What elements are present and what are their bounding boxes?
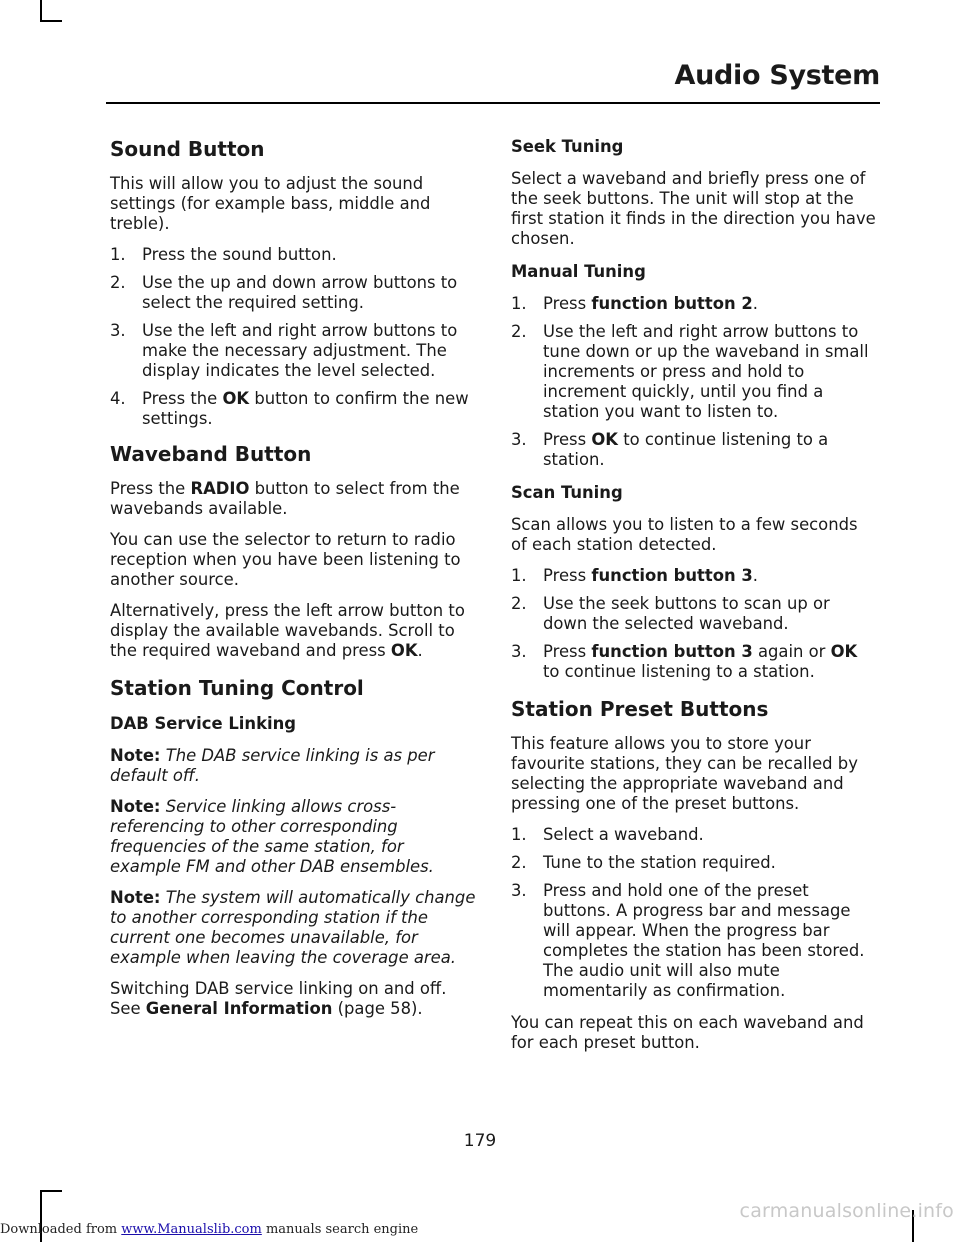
step-text: Use the left and right arrow buttons to tune down or up the waveband in small increments or press and hold to increment quickly, until you find a station you want to listen to. xyxy=(543,322,869,421)
note xyxy=(110,746,476,786)
manualslib-link[interactable]: www.Manualslib.com xyxy=(121,1222,262,1237)
list-item xyxy=(511,881,877,1001)
step-number: 4. xyxy=(110,389,126,408)
section-heading-waveband-button: Waveband Button xyxy=(110,442,312,466)
step-text: to continue listening to a station. xyxy=(543,430,829,469)
step-text: Press xyxy=(543,642,592,661)
subheading-manual-tuning: Manual Tuning xyxy=(511,262,646,281)
list-item xyxy=(110,389,476,429)
ok-term: OK xyxy=(830,642,858,661)
right-column xyxy=(511,136,877,1064)
note xyxy=(110,888,476,968)
function-button-term: function button 3 xyxy=(591,566,753,585)
step-text: Select a waveband. xyxy=(543,825,704,844)
step-text: button to confirm the new settings. xyxy=(142,389,469,428)
note-text: The DAB service linking is as per default off. xyxy=(110,746,435,785)
subheading-seek-tuning: Seek Tuning xyxy=(511,137,624,156)
list-item xyxy=(511,594,877,634)
step-number: 1. xyxy=(511,294,527,313)
preset-closing: You can repeat this on each waveband and for each preset button. xyxy=(511,1013,864,1052)
step-number: 3. xyxy=(511,430,527,449)
waveband-paragraph-1 xyxy=(110,479,476,519)
manual-tuning-steps xyxy=(511,294,877,470)
text: Alternatively, press the left arrow button to display the available wavebands. Scroll to the required waveband and press xyxy=(110,601,465,660)
ok-term: OK xyxy=(591,430,618,449)
subheading-dab-service-linking: DAB Service Linking xyxy=(110,714,296,733)
dab-linking-reference xyxy=(110,979,476,1019)
page-number: 179 xyxy=(463,1131,497,1151)
list-item xyxy=(511,294,877,314)
section-heading-station-tuning: Station Tuning Control xyxy=(110,676,364,700)
step-text: Use the up and down arrow buttons to select the required setting. xyxy=(142,273,458,312)
waveband-paragraph-3 xyxy=(110,601,476,661)
step-number: 2. xyxy=(511,322,527,341)
crop-mark-top-left-horizontal xyxy=(40,20,62,22)
list-item xyxy=(511,853,877,873)
scan-tuning-steps xyxy=(511,566,877,682)
step-number: 3. xyxy=(511,642,527,661)
step-text: Press the xyxy=(142,389,223,408)
preset-intro: This feature allows you to store your favourite stations, they can be recalled by selecting the appropriate waveband and pressing one of the preset buttons. xyxy=(511,734,858,813)
note-label: Note: xyxy=(110,888,161,907)
step-number: 2. xyxy=(110,273,126,292)
step-number: 1. xyxy=(511,825,527,844)
watermark: carmanualsonline.info xyxy=(739,1200,954,1222)
step-number: 1. xyxy=(511,566,527,585)
text: button to select from the wavebands available. xyxy=(110,479,460,518)
step-text: Press and hold one of the preset buttons. A progress bar and message will appear. When the progress bar completes the station has been stored. The audio unit will also mute momentarily as confirmation. xyxy=(543,881,865,1000)
step-text: Tune to the station required. xyxy=(543,853,776,872)
subheading-scan-tuning: Scan Tuning xyxy=(511,483,623,502)
note-text: The system will automatically change to another corresponding station if the current one becomes unavailable, for example when leaving the coverage area. xyxy=(110,888,476,967)
list-item xyxy=(511,430,877,470)
text: Switching DAB service linking on and off. See xyxy=(110,979,447,1018)
footer-text: Downloaded from xyxy=(0,1222,122,1237)
function-button-term: function button 2 xyxy=(591,294,753,313)
note xyxy=(110,797,476,877)
step-number: 3. xyxy=(110,321,126,340)
list-item xyxy=(110,273,476,313)
step-text: Press xyxy=(543,430,592,449)
text: . xyxy=(417,641,423,660)
list-item xyxy=(511,825,877,845)
crop-mark-top-left-vertical xyxy=(40,0,42,22)
step-text: Press xyxy=(543,566,592,585)
scan-tuning-text: Scan allows you to listen to a few seconds of each station detected. xyxy=(511,515,858,554)
step-text: Use the left and right arrow buttons to make the necessary adjustment. The display indicates the level selected. xyxy=(142,321,458,380)
note-text: Service linking allows cross-referencing to other corresponding frequencies of the same station, for example FM and other DAB ensembles. xyxy=(110,797,434,876)
list-item xyxy=(511,322,877,422)
sound-button-steps xyxy=(110,245,476,429)
text: Press the xyxy=(110,479,191,498)
section-heading-sound-button: Sound Button xyxy=(110,137,265,161)
sound-button-intro: This will allow you to adjust the sound settings (for example bass, middle and treble). xyxy=(110,174,431,233)
ok-term: OK xyxy=(390,641,418,660)
list-item xyxy=(511,642,877,682)
footer-text: manuals search engine xyxy=(261,1222,419,1237)
step-text: again or xyxy=(752,642,831,661)
crop-mark-bottom-left-horizontal xyxy=(40,1190,62,1192)
text: (page 58). xyxy=(332,999,423,1018)
waveband-paragraph-2: You can use the selector to return to radio reception when you have been listening to another source. xyxy=(110,530,461,589)
step-text: to continue listening to a station. xyxy=(543,662,815,681)
step-number: 2. xyxy=(511,594,527,613)
step-number: 3. xyxy=(511,881,527,900)
step-text: Use the seek buttons to scan up or down the selected waveband. xyxy=(543,594,830,633)
left-column xyxy=(110,136,476,1030)
step-number: 1. xyxy=(110,245,126,264)
step-text: Press the sound button. xyxy=(142,245,337,264)
cross-reference-link[interactable]: General Information xyxy=(145,999,333,1018)
note-label: Note: xyxy=(110,797,161,816)
header-divider xyxy=(106,102,880,104)
note-label: Note: xyxy=(110,746,161,765)
function-button-term: function button 3 xyxy=(591,642,753,661)
download-footer xyxy=(0,1222,418,1237)
ok-term: OK xyxy=(222,389,250,408)
step-text: . xyxy=(752,566,758,585)
list-item xyxy=(110,245,476,265)
step-text: Press xyxy=(543,294,592,313)
step-number: 2. xyxy=(511,853,527,872)
seek-tuning-text: Select a waveband and briefly press one of the seek buttons. The unit will stop at the first station it finds in the direction you have chosen. xyxy=(511,169,876,248)
page-title: Audio System xyxy=(674,60,880,91)
section-heading-station-preset: Station Preset Buttons xyxy=(511,697,769,721)
radio-term: RADIO xyxy=(190,479,250,498)
list-item xyxy=(110,321,476,381)
preset-steps xyxy=(511,825,877,1001)
step-text: . xyxy=(752,294,758,313)
list-item xyxy=(511,566,877,586)
